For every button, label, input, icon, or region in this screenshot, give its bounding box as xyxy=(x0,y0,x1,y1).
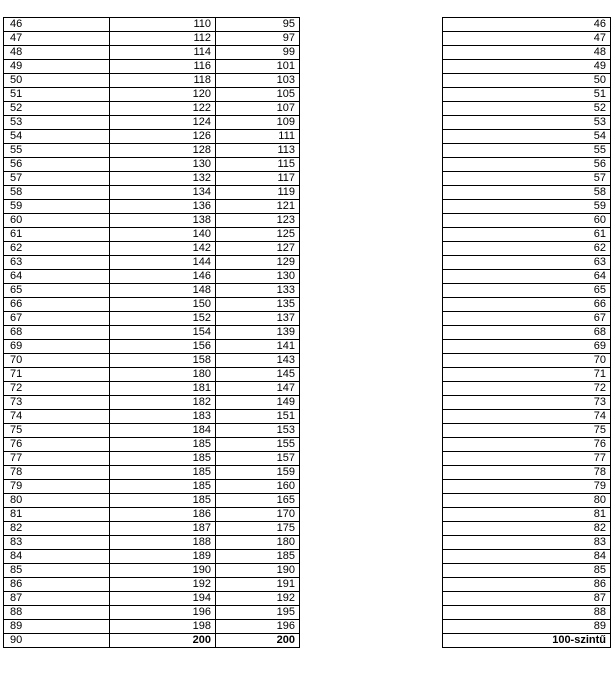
level-cell[interactable]: 84 xyxy=(443,550,611,564)
table-row xyxy=(4,480,300,494)
level-cell[interactable]: 89 xyxy=(443,620,611,634)
value-a-cell[interactable]: 185 xyxy=(110,480,216,494)
level-cell[interactable]: 81 xyxy=(443,508,611,522)
level-cell[interactable]: 51 xyxy=(4,88,110,102)
table-row xyxy=(4,214,300,228)
table-row xyxy=(443,480,611,494)
level-cell[interactable]: 80 xyxy=(4,494,110,508)
table-row xyxy=(443,298,611,312)
value-a-cell[interactable]: 112 xyxy=(110,32,216,46)
value-a-cell[interactable]: 187 xyxy=(110,522,216,536)
level-cell[interactable]: 66 xyxy=(4,298,110,312)
table-row xyxy=(443,368,611,382)
value-b-cell[interactable]: 101 xyxy=(216,60,300,74)
value-a-cell[interactable]: 146 xyxy=(110,270,216,284)
value-a-cell[interactable]: 194 xyxy=(110,592,216,606)
table-row xyxy=(443,186,611,200)
level-cell[interactable]: 76 xyxy=(443,438,611,452)
value-a-cell[interactable]: 184 xyxy=(110,424,216,438)
level-cell[interactable]: 88 xyxy=(4,606,110,620)
level-cell[interactable]: 100-szintű xyxy=(443,634,611,648)
value-b-cell[interactable]: 155 xyxy=(216,438,300,452)
table-row xyxy=(4,312,300,326)
level-cell[interactable]: 82 xyxy=(443,522,611,536)
value-b-cell[interactable]: 175 xyxy=(216,522,300,536)
table-row xyxy=(4,46,300,60)
value-a-cell[interactable]: 189 xyxy=(110,550,216,564)
level-cell[interactable]: 65 xyxy=(443,284,611,298)
table-row xyxy=(4,452,300,466)
value-a-cell[interactable]: 152 xyxy=(110,312,216,326)
value-b-cell[interactable]: 97 xyxy=(216,32,300,46)
value-b-cell[interactable]: 143 xyxy=(216,354,300,368)
table-row xyxy=(4,382,300,396)
level-cell[interactable]: 76 xyxy=(4,438,110,452)
value-a-cell[interactable]: 158 xyxy=(110,354,216,368)
table-row xyxy=(443,578,611,592)
table-row xyxy=(4,88,300,102)
value-b-cell[interactable]: 109 xyxy=(216,116,300,130)
table-row xyxy=(443,270,611,284)
value-b-cell[interactable]: 103 xyxy=(216,74,300,88)
table-row xyxy=(443,102,611,116)
table-row xyxy=(4,116,300,130)
level-cell[interactable]: 75 xyxy=(443,424,611,438)
value-b-cell[interactable]: 190 xyxy=(216,564,300,578)
level-cell[interactable]: 70 xyxy=(4,354,110,368)
table-row xyxy=(443,130,611,144)
value-b-cell[interactable]: 115 xyxy=(216,158,300,172)
level-cell[interactable]: 71 xyxy=(4,368,110,382)
table-row xyxy=(443,214,611,228)
level-cell[interactable]: 86 xyxy=(443,578,611,592)
table-row xyxy=(443,158,611,172)
table-row xyxy=(443,508,611,522)
value-b-cell[interactable]: 135 xyxy=(216,298,300,312)
level-cell[interactable]: 83 xyxy=(4,536,110,550)
value-a-cell[interactable]: 122 xyxy=(110,102,216,116)
value-b-cell[interactable]: 153 xyxy=(216,424,300,438)
value-b-cell[interactable]: 127 xyxy=(216,242,300,256)
value-a-cell[interactable]: 126 xyxy=(110,130,216,144)
value-a-cell[interactable]: 142 xyxy=(110,242,216,256)
left-data-table xyxy=(3,17,300,648)
table-row xyxy=(443,88,611,102)
table-row xyxy=(4,60,300,74)
value-b-cell[interactable]: 130 xyxy=(216,270,300,284)
table-row xyxy=(443,438,611,452)
table-row xyxy=(4,410,300,424)
table-row xyxy=(4,424,300,438)
level-cell[interactable]: 46 xyxy=(443,18,611,32)
table-row xyxy=(443,74,611,88)
value-b-cell[interactable]: 191 xyxy=(216,578,300,592)
level-cell[interactable]: 78 xyxy=(443,466,611,480)
level-cell[interactable]: 90 xyxy=(4,634,110,648)
value-b-cell[interactable]: 192 xyxy=(216,592,300,606)
level-cell[interactable]: 51 xyxy=(443,88,611,102)
table-row xyxy=(4,228,300,242)
value-a-cell[interactable]: 185 xyxy=(110,452,216,466)
level-cell[interactable]: 60 xyxy=(4,214,110,228)
table-row xyxy=(443,452,611,466)
level-cell[interactable]: 50 xyxy=(4,74,110,88)
value-b-cell[interactable]: 196 xyxy=(216,620,300,634)
table-row xyxy=(4,326,300,340)
table-row xyxy=(443,284,611,298)
level-cell[interactable]: 54 xyxy=(443,130,611,144)
level-cell[interactable]: 68 xyxy=(443,326,611,340)
table-row xyxy=(443,242,611,256)
value-a-cell[interactable]: 134 xyxy=(110,186,216,200)
level-cell[interactable]: 57 xyxy=(443,172,611,186)
table-row xyxy=(4,186,300,200)
value-a-cell[interactable]: 114 xyxy=(110,46,216,60)
table-row xyxy=(4,284,300,298)
value-b-cell[interactable]: 121 xyxy=(216,200,300,214)
value-b-cell[interactable]: 195 xyxy=(216,606,300,620)
value-b-cell[interactable]: 147 xyxy=(216,382,300,396)
level-cell[interactable]: 70 xyxy=(443,354,611,368)
level-cell[interactable]: 77 xyxy=(443,452,611,466)
level-cell[interactable]: 48 xyxy=(4,46,110,60)
level-cell[interactable]: 62 xyxy=(4,242,110,256)
level-cell[interactable]: 87 xyxy=(4,592,110,606)
table-row xyxy=(4,368,300,382)
value-a-cell[interactable]: 132 xyxy=(110,172,216,186)
level-cell[interactable]: 52 xyxy=(4,102,110,116)
value-b-cell[interactable]: 129 xyxy=(216,256,300,270)
table-row xyxy=(4,158,300,172)
level-cell[interactable]: 77 xyxy=(4,452,110,466)
value-b-cell[interactable]: 149 xyxy=(216,396,300,410)
value-a-cell[interactable]: 182 xyxy=(110,396,216,410)
level-cell[interactable]: 86 xyxy=(4,578,110,592)
value-b-cell[interactable]: 170 xyxy=(216,508,300,522)
level-cell[interactable]: 58 xyxy=(4,186,110,200)
table-row xyxy=(4,508,300,522)
table-row xyxy=(443,382,611,396)
value-b-cell[interactable]: 200 xyxy=(216,634,300,648)
value-b-cell[interactable]: 180 xyxy=(216,536,300,550)
level-cell[interactable]: 80 xyxy=(443,494,611,508)
level-cell[interactable]: 85 xyxy=(4,564,110,578)
level-cell[interactable]: 54 xyxy=(4,130,110,144)
level-cell[interactable]: 71 xyxy=(443,368,611,382)
value-b-cell[interactable]: 125 xyxy=(216,228,300,242)
level-cell[interactable]: 46 xyxy=(4,18,110,32)
table-row xyxy=(4,200,300,214)
table-row xyxy=(4,172,300,186)
table-row xyxy=(443,424,611,438)
table-row xyxy=(443,228,611,242)
value-a-cell[interactable]: 181 xyxy=(110,382,216,396)
level-cell[interactable]: 73 xyxy=(4,396,110,410)
value-b-cell[interactable]: 111 xyxy=(216,130,300,144)
table-row xyxy=(4,494,300,508)
level-cell[interactable]: 81 xyxy=(4,508,110,522)
right-table-body xyxy=(443,18,611,648)
table-row xyxy=(4,578,300,592)
level-cell[interactable]: 59 xyxy=(443,200,611,214)
value-a-cell[interactable]: 150 xyxy=(110,298,216,312)
left-table-body xyxy=(4,18,300,648)
value-b-cell[interactable]: 107 xyxy=(216,102,300,116)
level-cell[interactable]: 58 xyxy=(443,186,611,200)
table-row xyxy=(443,396,611,410)
level-cell[interactable]: 49 xyxy=(443,60,611,74)
value-b-cell[interactable]: 113 xyxy=(216,144,300,158)
value-b-cell[interactable]: 145 xyxy=(216,368,300,382)
table-row xyxy=(4,466,300,480)
value-a-cell[interactable]: 190 xyxy=(110,564,216,578)
level-cell[interactable]: 66 xyxy=(443,298,611,312)
level-cell[interactable]: 68 xyxy=(4,326,110,340)
value-b-cell[interactable]: 165 xyxy=(216,494,300,508)
level-cell[interactable]: 69 xyxy=(443,340,611,354)
table-row xyxy=(4,32,300,46)
value-a-cell[interactable]: 130 xyxy=(110,158,216,172)
table-row xyxy=(443,354,611,368)
level-cell[interactable]: 79 xyxy=(443,480,611,494)
value-a-cell[interactable]: 180 xyxy=(110,368,216,382)
value-a-cell[interactable]: 118 xyxy=(110,74,216,88)
level-cell[interactable]: 82 xyxy=(4,522,110,536)
table-row xyxy=(443,256,611,270)
value-a-cell[interactable]: 144 xyxy=(110,256,216,270)
level-cell[interactable]: 52 xyxy=(443,102,611,116)
value-a-cell[interactable]: 188 xyxy=(110,536,216,550)
level-cell[interactable]: 55 xyxy=(443,144,611,158)
table-row xyxy=(443,592,611,606)
table-row xyxy=(443,606,611,620)
level-cell[interactable]: 67 xyxy=(4,312,110,326)
level-cell[interactable]: 83 xyxy=(443,536,611,550)
table-row xyxy=(4,256,300,270)
level-cell[interactable]: 53 xyxy=(4,116,110,130)
level-cell[interactable]: 88 xyxy=(443,606,611,620)
value-b-cell[interactable]: 119 xyxy=(216,186,300,200)
level-cell[interactable]: 61 xyxy=(4,228,110,242)
level-cell[interactable]: 74 xyxy=(443,410,611,424)
value-a-cell[interactable]: 138 xyxy=(110,214,216,228)
level-cell[interactable]: 72 xyxy=(4,382,110,396)
table-row xyxy=(443,494,611,508)
level-cell[interactable]: 84 xyxy=(4,550,110,564)
table-row xyxy=(443,536,611,550)
table-row xyxy=(443,60,611,74)
level-cell[interactable]: 87 xyxy=(443,592,611,606)
value-b-cell[interactable]: 95 xyxy=(216,18,300,32)
table-row xyxy=(443,466,611,480)
value-b-cell[interactable]: 137 xyxy=(216,312,300,326)
table-row xyxy=(4,270,300,284)
value-b-cell[interactable]: 105 xyxy=(216,88,300,102)
table-row xyxy=(4,536,300,550)
value-a-cell[interactable]: 196 xyxy=(110,606,216,620)
table-row xyxy=(443,200,611,214)
table-row xyxy=(4,298,300,312)
table-row xyxy=(443,634,611,648)
level-cell[interactable]: 63 xyxy=(4,256,110,270)
level-cell[interactable]: 69 xyxy=(4,340,110,354)
table-row xyxy=(4,592,300,606)
level-cell[interactable]: 75 xyxy=(4,424,110,438)
level-cell[interactable]: 85 xyxy=(443,564,611,578)
level-cell[interactable]: 60 xyxy=(443,214,611,228)
level-cell[interactable]: 89 xyxy=(4,620,110,634)
value-b-cell[interactable]: 133 xyxy=(216,284,300,298)
table-row xyxy=(443,32,611,46)
value-a-cell[interactable]: 200 xyxy=(110,634,216,648)
table-row xyxy=(4,102,300,116)
value-a-cell[interactable]: 140 xyxy=(110,228,216,242)
value-b-cell[interactable]: 141 xyxy=(216,340,300,354)
level-cell[interactable]: 65 xyxy=(4,284,110,298)
value-a-cell[interactable]: 192 xyxy=(110,578,216,592)
level-cell[interactable]: 56 xyxy=(443,158,611,172)
table-row xyxy=(443,46,611,60)
level-cell[interactable]: 50 xyxy=(443,74,611,88)
value-a-cell[interactable]: 120 xyxy=(110,88,216,102)
table-row xyxy=(443,116,611,130)
table-row xyxy=(443,522,611,536)
value-b-cell[interactable]: 157 xyxy=(216,452,300,466)
value-b-cell[interactable]: 99 xyxy=(216,46,300,60)
level-cell[interactable]: 78 xyxy=(4,466,110,480)
table-row xyxy=(4,18,300,32)
table-row xyxy=(4,550,300,564)
table-row xyxy=(4,242,300,256)
table-row xyxy=(4,396,300,410)
table-row xyxy=(4,144,300,158)
value-a-cell[interactable]: 116 xyxy=(110,60,216,74)
level-cell[interactable]: 56 xyxy=(4,158,110,172)
table-row xyxy=(443,620,611,634)
value-a-cell[interactable]: 128 xyxy=(110,144,216,158)
value-a-cell[interactable]: 110 xyxy=(110,18,216,32)
value-a-cell[interactable]: 185 xyxy=(110,438,216,452)
table-row xyxy=(4,438,300,452)
level-cell[interactable]: 53 xyxy=(443,116,611,130)
value-b-cell[interactable]: 123 xyxy=(216,214,300,228)
level-cell[interactable]: 47 xyxy=(443,32,611,46)
table-row xyxy=(4,634,300,648)
value-a-cell[interactable]: 124 xyxy=(110,116,216,130)
value-a-cell[interactable]: 186 xyxy=(110,508,216,522)
level-cell[interactable]: 57 xyxy=(4,172,110,186)
value-b-cell[interactable]: 159 xyxy=(216,466,300,480)
table-row xyxy=(443,564,611,578)
table-row xyxy=(4,606,300,620)
value-a-cell[interactable]: 148 xyxy=(110,284,216,298)
table-row xyxy=(443,550,611,564)
table-row xyxy=(4,340,300,354)
level-cell[interactable]: 67 xyxy=(443,312,611,326)
value-a-cell[interactable]: 185 xyxy=(110,494,216,508)
level-cell[interactable]: 64 xyxy=(4,270,110,284)
value-a-cell[interactable]: 185 xyxy=(110,466,216,480)
right-data-table xyxy=(442,17,611,648)
table-row xyxy=(4,620,300,634)
level-cell[interactable]: 74 xyxy=(4,410,110,424)
level-cell[interactable]: 63 xyxy=(443,256,611,270)
table-row xyxy=(443,312,611,326)
value-a-cell[interactable]: 154 xyxy=(110,326,216,340)
level-cell[interactable]: 79 xyxy=(4,480,110,494)
level-cell[interactable]: 59 xyxy=(4,200,110,214)
value-a-cell[interactable]: 198 xyxy=(110,620,216,634)
value-b-cell[interactable]: 139 xyxy=(216,326,300,340)
value-b-cell[interactable]: 117 xyxy=(216,172,300,186)
level-cell[interactable]: 61 xyxy=(443,228,611,242)
value-b-cell[interactable]: 160 xyxy=(216,480,300,494)
level-cell[interactable]: 72 xyxy=(443,382,611,396)
value-a-cell[interactable]: 183 xyxy=(110,410,216,424)
table-row xyxy=(4,130,300,144)
table-row xyxy=(4,522,300,536)
table-row xyxy=(443,172,611,186)
table-row xyxy=(443,144,611,158)
table-row xyxy=(443,18,611,32)
table-row xyxy=(443,340,611,354)
level-cell[interactable]: 64 xyxy=(443,270,611,284)
value-b-cell[interactable]: 185 xyxy=(216,550,300,564)
table-row xyxy=(4,74,300,88)
level-cell[interactable]: 73 xyxy=(443,396,611,410)
level-cell[interactable]: 49 xyxy=(4,60,110,74)
level-cell[interactable]: 62 xyxy=(443,242,611,256)
level-cell[interactable]: 47 xyxy=(4,32,110,46)
value-a-cell[interactable]: 136 xyxy=(110,200,216,214)
table-row xyxy=(4,564,300,578)
value-b-cell[interactable]: 151 xyxy=(216,410,300,424)
table-row xyxy=(443,326,611,340)
table-row xyxy=(4,354,300,368)
value-a-cell[interactable]: 156 xyxy=(110,340,216,354)
level-cell[interactable]: 48 xyxy=(443,46,611,60)
level-cell[interactable]: 55 xyxy=(4,144,110,158)
table-row xyxy=(443,410,611,424)
